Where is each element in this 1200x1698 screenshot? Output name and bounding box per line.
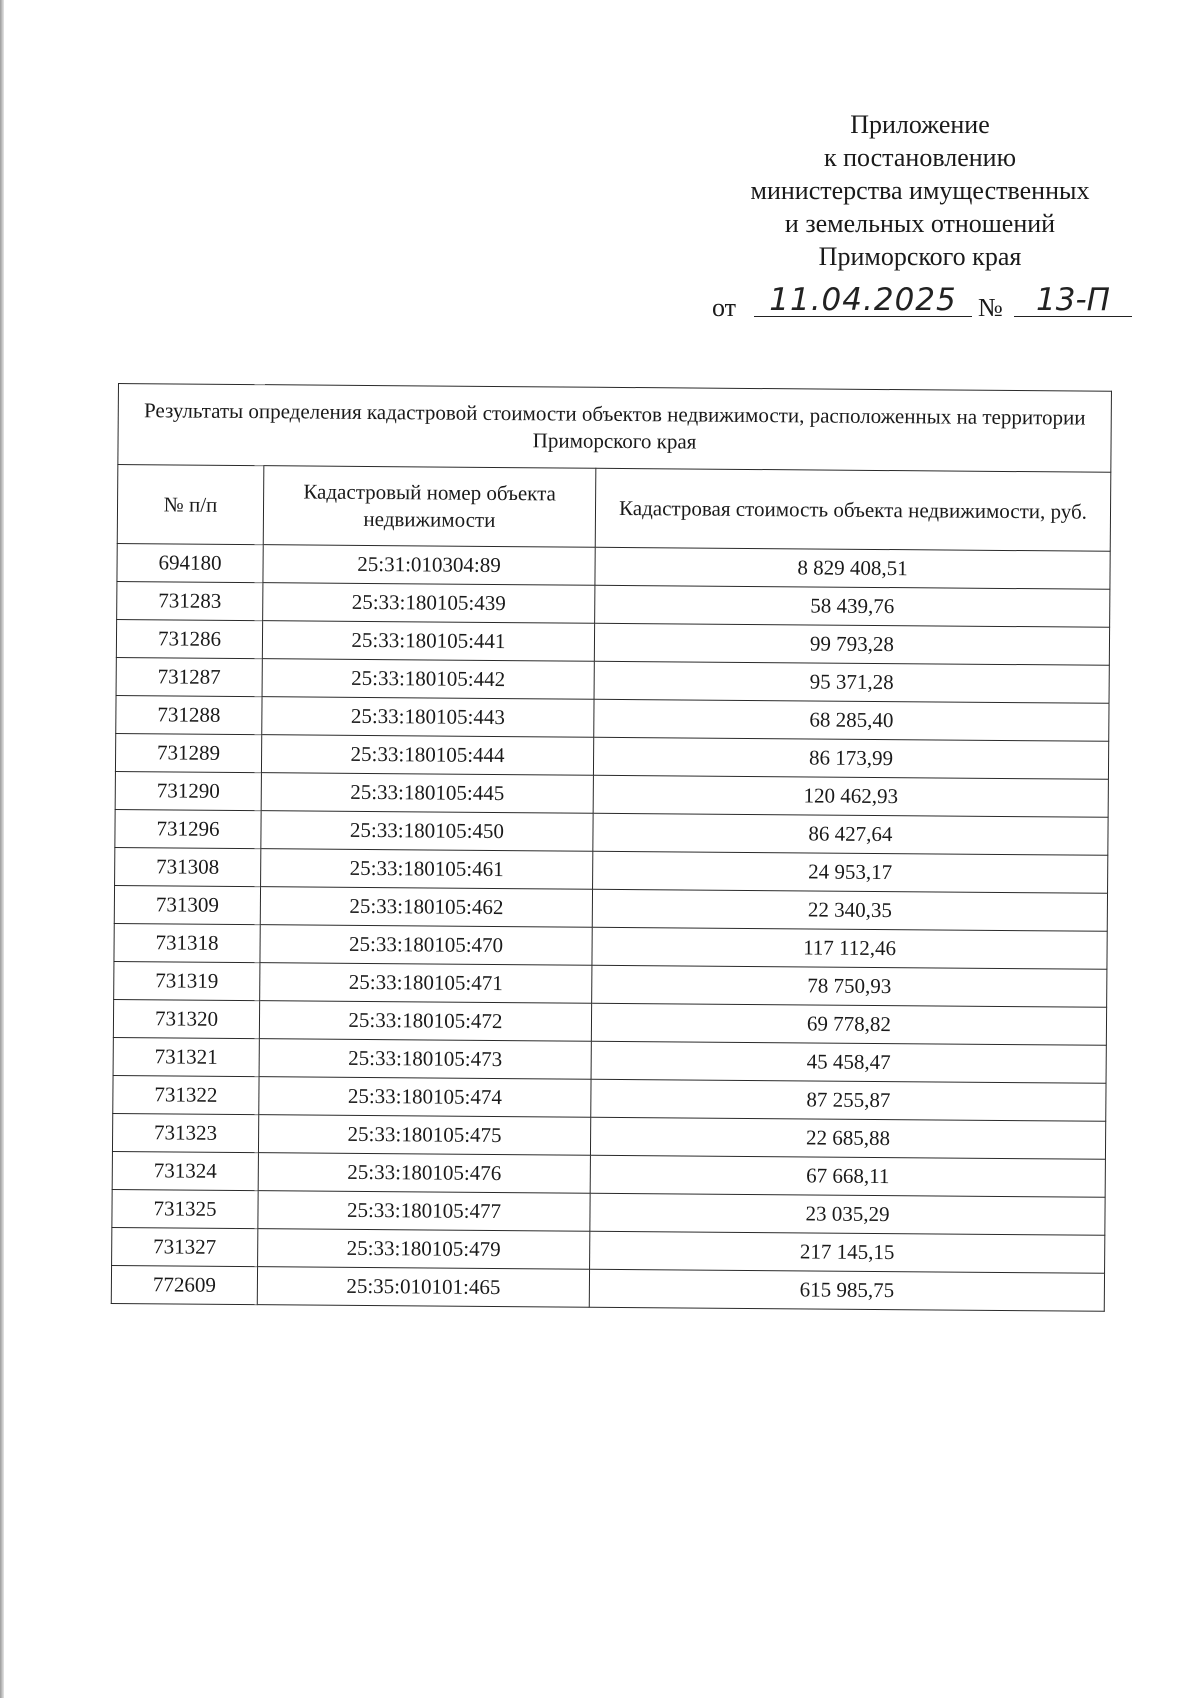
cadastral-value-table [111,383,1112,1312]
cadastral-value-cell: 67 668,11 [590,1155,1105,1197]
decree-reference [712,282,1142,328]
table-row [111,1265,1104,1311]
row-number-cell: 731325 [112,1189,258,1228]
cadastral-number-cell: 25:33:180105:473 [259,1039,591,1080]
cadastral-number-cell: 25:33:180105:441 [262,621,594,662]
appendix-line: министерства имущественных [750,176,1090,205]
cadastral-number-cell: 25:33:180105:462 [260,887,592,928]
cadastral-value-cell: 117 112,46 [592,927,1107,969]
row-number-cell: 731320 [113,999,259,1038]
row-number-cell: 731289 [115,733,261,772]
column-header-number: № п/п [117,465,264,545]
decree-date-prefix: от [712,293,737,322]
appendix-line: и земельных отношений [784,209,1056,238]
row-number-cell: 731322 [113,1075,259,1114]
cadastral-value-cell: 217 145,15 [590,1231,1105,1273]
cadastral-number-cell: 25:33:180105:474 [259,1077,591,1118]
cadastral-value-cell: 68 285,40 [594,699,1109,741]
cadastral-number-cell: 25:33:180105:450 [261,811,593,852]
row-number-cell: 731286 [116,619,262,658]
cadastral-value-cell: 8 829 408,51 [595,547,1110,589]
cadastral-value-cell: 120 462,93 [593,775,1108,817]
appendix-title: Приложение [850,110,990,139]
cadastral-number-cell: 25:33:180105:475 [258,1115,590,1156]
scan-edge [0,0,4,1698]
cadastral-number-cell: 25:33:180105:461 [261,849,593,890]
cadastral-value-cell: 78 750,93 [592,965,1107,1007]
column-header-cadastral-number: Кадастровый номер объекта недвижимости [263,466,596,548]
cadastral-value-cell: 45 458,47 [591,1041,1106,1083]
row-number-cell: 694180 [117,543,263,582]
table-body [111,543,1110,1311]
cadastral-value-cell: 22 685,88 [590,1117,1105,1159]
row-number-cell: 731290 [115,771,261,810]
appendix-line: к постановлению [823,143,1017,172]
row-number-cell: 731321 [113,1037,259,1076]
cadastral-number-cell: 25:33:180105:470 [260,925,592,966]
cadastral-number-cell: 25:35:010101:465 [257,1267,589,1308]
cadastral-number-cell: 25:33:180105:444 [261,735,593,776]
decree-number-handwritten: 13-П [1014,282,1132,317]
row-number-cell: 731319 [114,961,260,1000]
row-number-cell: 731308 [115,847,261,886]
row-number-cell: 731296 [115,809,261,848]
cadastral-number-cell: 25:33:180105:439 [263,583,595,624]
row-number-cell: 731309 [114,885,260,924]
cadastral-number-cell: 25:33:180105:471 [260,963,592,1004]
appendix-header [700,108,1140,273]
column-header-cadastral-value: Кадастровая стоимость объекта недвижимости, руб. [595,468,1111,551]
cadastral-value-cell: 86 173,99 [593,737,1108,779]
cadastral-value-cell: 22 340,35 [592,889,1107,931]
cadastral-number-cell: 25:33:180105:443 [262,697,594,738]
row-number-cell: 731287 [116,657,262,696]
cadastral-value-cell: 58 439,76 [595,585,1110,627]
row-number-cell: 731288 [116,695,262,734]
cadastral-value-cell: 87 255,87 [591,1079,1106,1121]
cadastral-value-cell: 99 793,28 [594,623,1109,665]
cadastral-number-cell: 25:33:180105:477 [258,1191,590,1232]
row-number-cell: 731283 [117,581,263,620]
cadastral-value-cell: 86 427,64 [593,813,1108,855]
cadastral-value-cell: 615 985,75 [589,1269,1104,1311]
table-caption: Результаты определения кадастровой стоимости объектов недвижимости, расположенных на территории Приморского края [118,384,1112,473]
row-number-cell: 731318 [114,923,260,962]
cadastral-value-cell: 24 953,17 [593,851,1108,893]
cadastral-number-cell: 25:31:010304:89 [263,545,595,586]
cadastral-number-cell: 25:33:180105:445 [261,773,593,814]
cadastral-value-cell: 95 371,28 [594,661,1109,703]
cadastral-number-cell: 25:33:180105:442 [262,659,594,700]
cadastral-value-cell: 69 778,82 [591,1003,1106,1045]
cadastral-number-cell: 25:33:180105:472 [259,1001,591,1042]
row-number-cell: 731327 [112,1227,258,1266]
row-number-cell: 731324 [112,1151,258,1190]
appendix-line: Приморского края [818,242,1022,271]
cadastral-number-cell: 25:33:180105:479 [258,1229,590,1270]
cadastral-number-cell: 25:33:180105:476 [258,1153,590,1194]
decree-date-handwritten: 11.04.2025 [754,282,972,317]
decree-number-label: № [978,293,1003,322]
cadastral-value-cell: 23 035,29 [590,1193,1105,1235]
row-number-cell: 772609 [111,1265,257,1304]
row-number-cell: 731323 [112,1113,258,1152]
